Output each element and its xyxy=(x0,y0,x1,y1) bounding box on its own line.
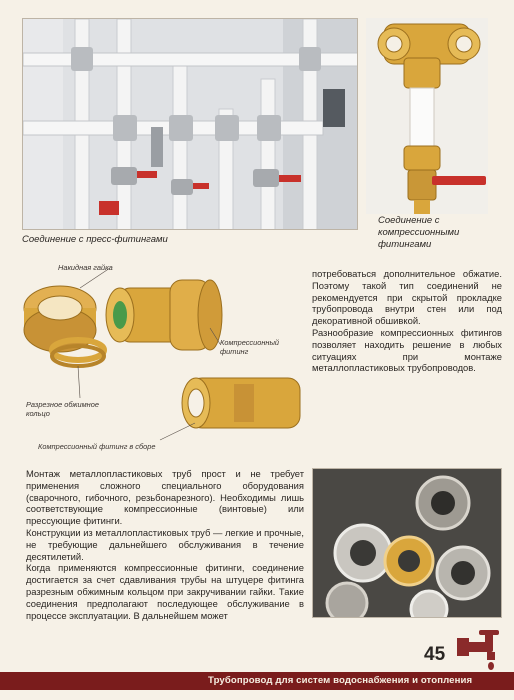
compression-fittings-caption: Соединение с компрессионными фитингами xyxy=(378,215,460,250)
compression-fitting-illustration xyxy=(106,280,222,350)
split-ring-label: Разрезное обжимное кольцо xyxy=(26,400,99,418)
left-text-column xyxy=(26,468,304,621)
paragraph: Когда применяются компрессионные фитинги, соединение достигается за счет сдавливания трубы на штуцере фитинга разрезным обжимным кольцом при закручивании гайки. Такие соединения предполагают последующее обслуживание в процессе эксплуатации. В дальнейшем может xyxy=(26,562,304,621)
press-fittings-caption: Соединение с пресс-фитингами xyxy=(22,234,168,245)
paragraph: Монтаж металлопластиковых труб прост и не требует применения сложного специального оборудования (сварочного, гибочного, резьбонарезного). Необходимы лишь соответствующие компрессионные (винтовые) или прессующие фитинги. xyxy=(26,468,304,527)
faucet-icon xyxy=(455,628,505,674)
compression-tee-photo xyxy=(366,18,488,214)
page-number: 45 xyxy=(424,644,446,665)
fittings-assortment-photo xyxy=(312,468,502,618)
paragraph: потребоваться дополнительное обжатие. Поэтому такой тип соединений не рекомендуется при скрытой прокладке трубопровода внутри стен или под декоративной обшивкой. xyxy=(312,268,502,327)
paragraph: Конструкции из металлопластиковых труб — легкие и прочные, не требующие дальнейшего обслуживания в течение десятилетий. xyxy=(26,526,304,562)
compression-fitting-diagram xyxy=(20,258,306,458)
union-nut-label: Накидная гайка xyxy=(58,263,113,272)
footer-title: Трубопровод для систем водоснабжения и отопления xyxy=(208,675,473,686)
press-fittings-photo xyxy=(22,18,358,230)
right-text-column xyxy=(312,268,502,374)
assembled-fitting-illustration xyxy=(182,378,300,428)
leader-line xyxy=(78,366,80,398)
leader-line xyxy=(160,423,195,440)
compression-fitting-label: Компрессионный фитинг xyxy=(220,338,280,356)
footer-bar xyxy=(0,672,514,690)
assembled-fitting-label: Компрессионный фитинг в сборе xyxy=(38,442,156,451)
paragraph: Разнообразие компрессионных фитингов позволяет находить решение в любых ситуациях при монтаже металлопластиковых трубопроводов. xyxy=(312,326,502,374)
